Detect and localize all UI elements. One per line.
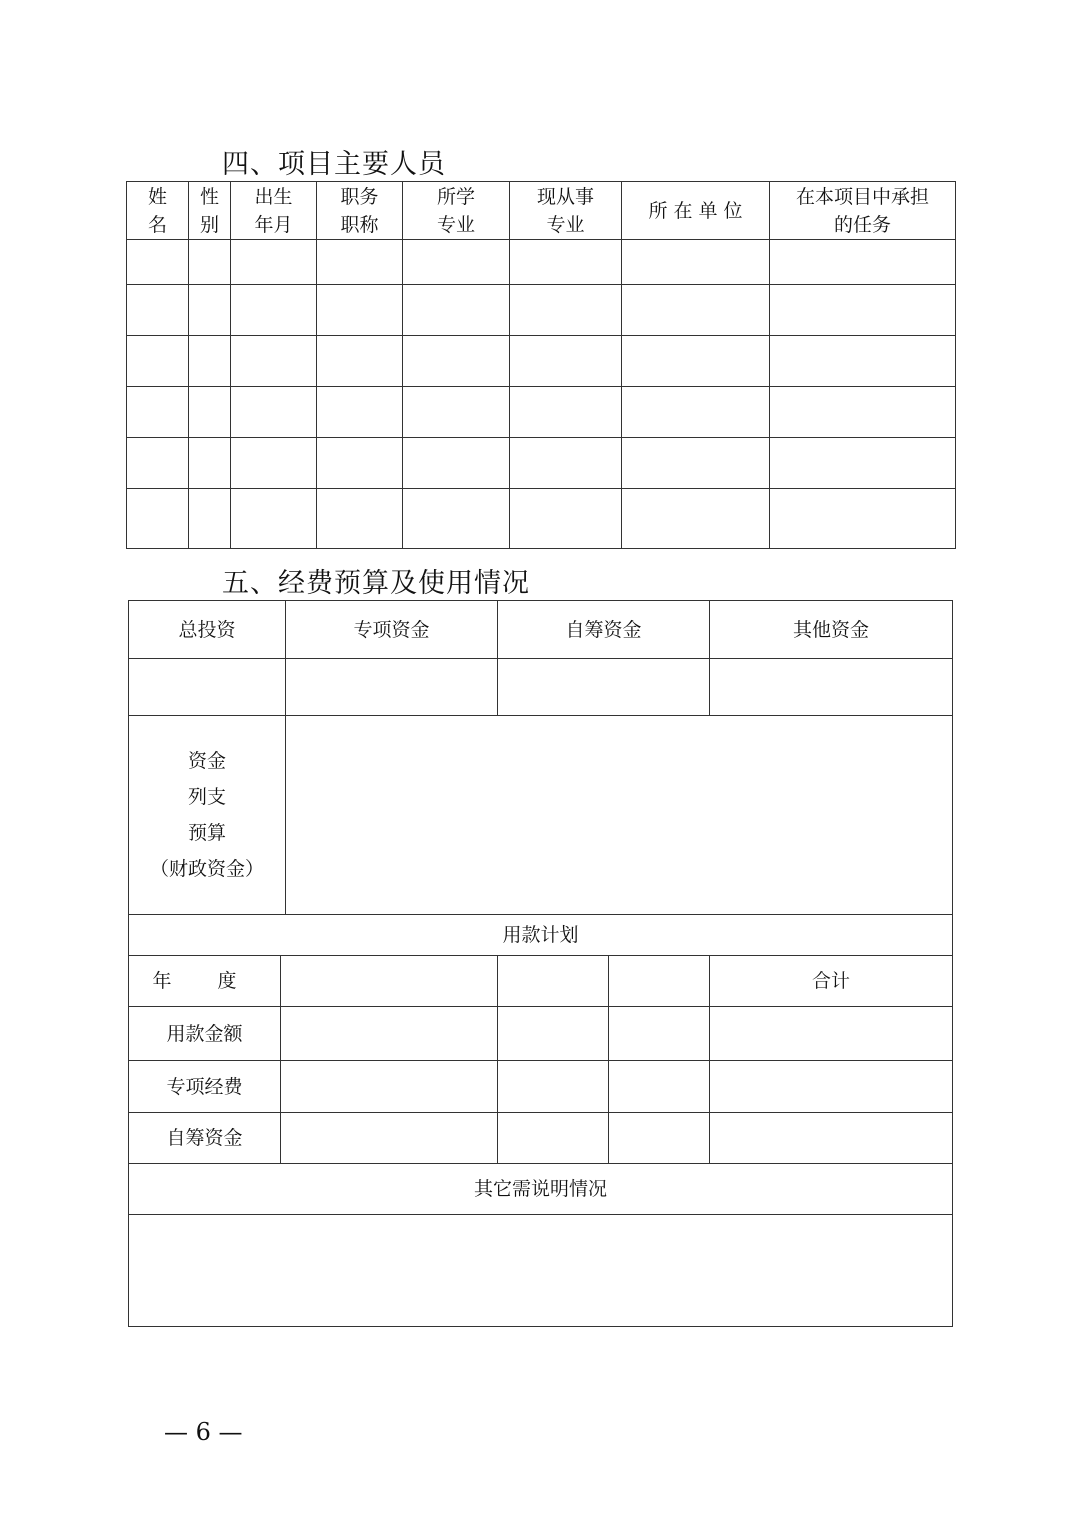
header-unit: 所 在 单 位: [622, 182, 770, 240]
other-fund-value[interactable]: [710, 659, 953, 716]
personnel-table: [126, 181, 956, 549]
personnel-header-row: [127, 182, 956, 240]
header-birth: 出生 年月: [231, 182, 317, 240]
self-raised-label: 自筹资金: [129, 1113, 281, 1164]
table-row: [129, 1113, 953, 1164]
section-4-heading: 四、项目主要人员: [222, 149, 446, 180]
header-gender: 性 别: [189, 182, 231, 240]
self-raised-fund-header: 自筹资金: [498, 601, 710, 659]
header-name: 姓 名: [127, 182, 189, 240]
usage-amount-label: 用款金额: [129, 1007, 281, 1061]
table-row: [129, 1061, 953, 1113]
budget-table: [128, 600, 953, 1327]
budget-breakdown-field[interactable]: [286, 716, 953, 915]
table-row: [127, 240, 956, 285]
page-number: — 6 —: [164, 1418, 243, 1446]
table-row: [127, 285, 956, 336]
header-major: 所学 专业: [403, 182, 510, 240]
total-investment-value[interactable]: [129, 659, 286, 716]
year-cell[interactable]: [498, 956, 609, 1007]
other-fund-header: 其他资金: [710, 601, 953, 659]
table-row: [129, 1007, 953, 1061]
funding-header-row: [129, 601, 953, 659]
table-row: [127, 387, 956, 438]
header-current-field: 现从事 专业: [510, 182, 622, 240]
other-notes-title-row: [129, 1164, 953, 1215]
header-title: 职务 职称: [317, 182, 403, 240]
section-5-heading: 五、经费预算及使用情况: [222, 568, 530, 599]
table-row: [127, 489, 956, 549]
year-row: [129, 956, 953, 1007]
special-expense-label: 专项经费: [129, 1061, 281, 1113]
total-investment-header: 总投资: [129, 601, 286, 659]
special-fund-header: 专项资金: [286, 601, 498, 659]
table-row: [127, 438, 956, 489]
total-header: 合计: [710, 956, 953, 1007]
other-notes-row: [129, 1215, 953, 1327]
year-cell[interactable]: [281, 956, 498, 1007]
table-row: [127, 336, 956, 387]
other-notes-title: 其它需说明情况: [129, 1164, 953, 1215]
payment-plan-title: 用款计划: [129, 915, 953, 956]
other-notes-field[interactable]: [129, 1215, 953, 1327]
payment-plan-title-row: [129, 915, 953, 956]
budget-breakdown-row: [129, 716, 953, 915]
budget-label: 资金 列支 预算 （财政资金）: [129, 716, 286, 915]
header-task: 在本项目中承担 的任务: [770, 182, 956, 240]
special-fund-value[interactable]: [286, 659, 498, 716]
year-label: 年 度: [129, 956, 281, 1007]
funding-value-row: [129, 659, 953, 716]
year-cell[interactable]: [609, 956, 710, 1007]
self-raised-fund-value[interactable]: [498, 659, 710, 716]
